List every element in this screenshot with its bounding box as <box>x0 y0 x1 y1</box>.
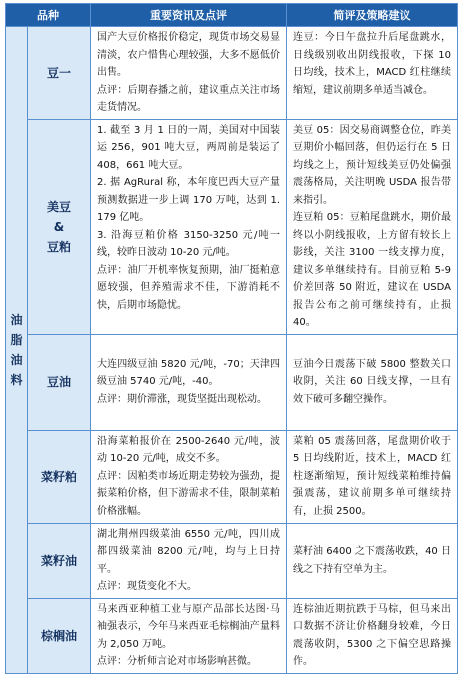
news-cell: 沿海菜粕报价在 2500-2640 元/吨，波动 10-20 元/吨，成交不多。 点评：因粕类市场近期走势较为强劲，提振菜粕价格，但下游需求不佳，限制菜粕价格涨幅。 <box>91 430 287 523</box>
table-row <box>6 334 458 430</box>
news-cell: 1. 截至 3 月 1 日的一周，美国对中国装运 256，901 吨大豆，两周前是装运了 408，661 吨大豆。 2. 据 AgRural 称，本年度巴西大豆产量预测数据进一步上调 170 万吨，达到 1. 179 亿吨。 3. 沿海豆粕价格 3150-3250 元/吨一线，较昨日波动 10-20 元/吨。 点评：油厂开机率恢复预期，油厂挺粕意愿较强，但养殖需求不佳，下游消耗不快，后期市场隐忧。 <box>91 119 287 334</box>
variety-name: 菜籽粕 <box>28 430 91 523</box>
category-char: 油 <box>10 312 23 327</box>
header-variety: 品种 <box>6 4 91 27</box>
header-news: 重要资讯及点评 <box>91 4 287 27</box>
header-row <box>6 4 458 27</box>
news-cell: 国产大豆价格报价稳定，现货市场交易显清淡，农户惜售心理较强，大多不愿低价出售。 点评：后期春播之前，建议重点关注市场走货情况。 <box>91 27 287 120</box>
category-char: 脂 <box>10 332 23 347</box>
category-label <box>6 27 28 674</box>
table-row <box>6 430 458 523</box>
news-cell: 马来西亚种植工业与原产品部长达图·马袖强表示，今年马来西亚毛棕榈油产量料为 2,050 万吨。 点评：分析师言论对市场影响甚微。 <box>91 598 287 673</box>
variety-name: 菜籽油 <box>28 523 91 598</box>
header-strategy: 简评及策略建议 <box>287 4 458 27</box>
table-row <box>6 27 458 120</box>
news-cell: 湖北荆州四级菜油 6550 元/吨，四川成都四级菜油 8200 元/吨，均与上日持平。 点评：现货变化不大。 <box>91 523 287 598</box>
table-row <box>6 598 458 673</box>
strategy-cell: 菜籽油 6400 之下震荡收跌，40 日线之下持有空单为主。 <box>287 523 458 598</box>
variety-name: 豆油 <box>28 334 91 430</box>
strategy-cell: 美豆 05：因交易商调整仓位，昨美豆期价小幅回落，但仍运行在 5 日均线之上，预计短线美豆仍处偏强震荡格局，关注明晚 USDA 报告带来指引。 连豆粕 05：豆粕尾盘跳水，期价最终以小阴线报收，上方留有较长上影线，关注 3100 一线支撑力度，建议多单继续持有。目前豆粕 5-9 价差回落 50 附近，建议在 USDA 报告公布之前可继续持有，止损 40。 <box>287 119 458 334</box>
variety-name: 棕榈油 <box>28 598 91 673</box>
strategy-cell: 连棕油近期抗跌于马棕，但马来出口数据不济让价格翻身较难，今日震荡收阴，5300 之下偏空思路操作。 <box>287 598 458 673</box>
strategy-cell: 菜粕 05 震荡回落，尾盘期价收于 5 日均线附近，技术上，MACD 红柱逐渐缩短，预计短线菜粕维持偏强震荡，建议前期多单可继续持有，止损 2500。 <box>287 430 458 523</box>
news-cell: 大连四级豆油 5820 元/吨，-70；天津四级豆油 5740 元/吨，-40。 点评：期价滞涨，现货坚挺出现松动。 <box>91 334 287 430</box>
strategy-cell: 连豆：今日午盘拉升后尾盘跳水，日线级别收出阴线报收，下探 10 日均线，技术上，MACD 红柱继续缩短，建议前期多单适当减仓。 <box>287 27 458 120</box>
strategy-cell: 豆油今日震荡下破 5800 整数关口收阴，关注 60 日线支撑，一旦有效下破可多翻空操作。 <box>287 334 458 430</box>
category-char: 料 <box>10 372 23 387</box>
report-table <box>5 3 458 674</box>
variety-name: 豆一 <box>28 27 91 120</box>
variety-name: 美豆 & 豆粕 <box>28 119 91 334</box>
category-char: 油 <box>10 352 23 367</box>
table-row <box>6 523 458 598</box>
table-row <box>6 119 458 334</box>
